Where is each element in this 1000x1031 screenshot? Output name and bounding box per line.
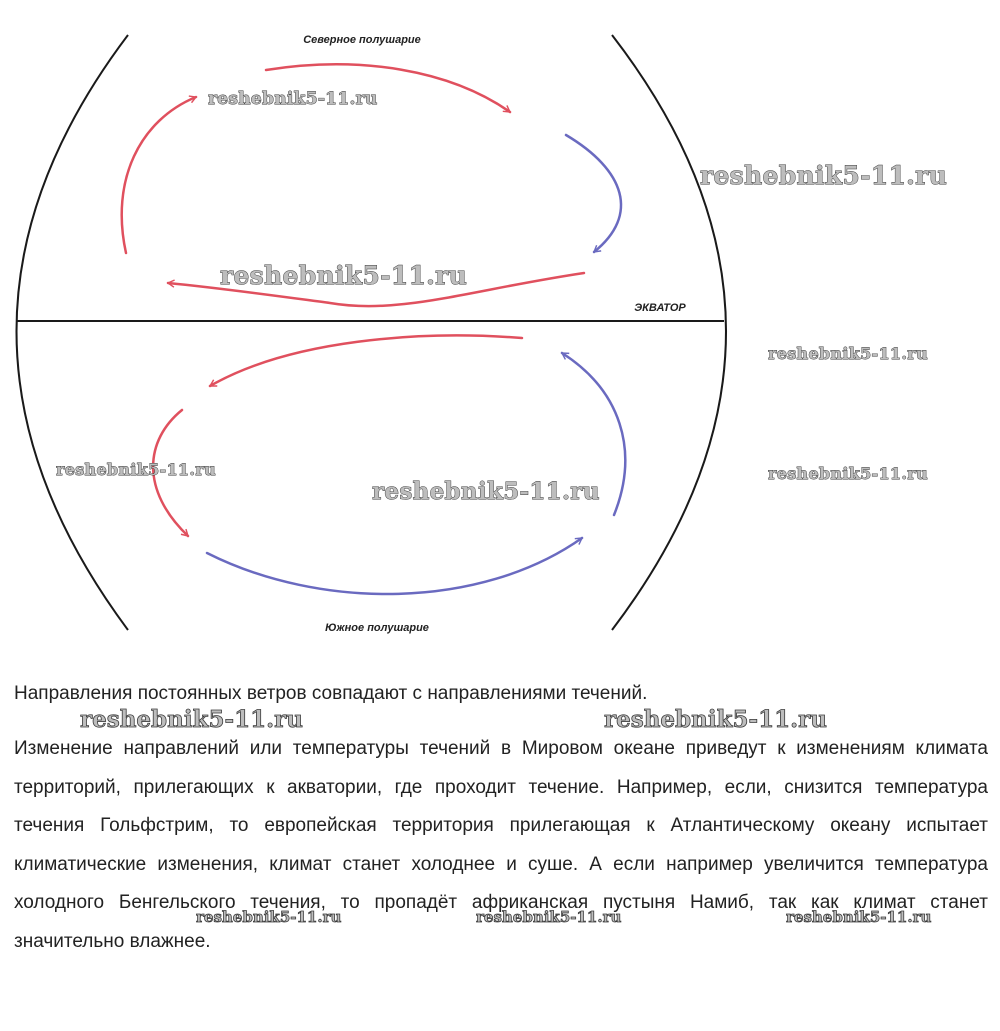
south-hemisphere-label: Южное полушарие	[325, 622, 429, 634]
watermark: reshebnik5-11.ru	[768, 464, 928, 483]
watermark: reshebnik5-11.ru	[700, 161, 948, 190]
south-bottom-cold-current-arrow	[207, 538, 582, 594]
watermark: reshebnik5-11.ru	[208, 89, 378, 109]
paragraph-winds: Направления постоянных ветров совпадают с направлениями течений.	[14, 683, 648, 704]
watermark: reshebnik5-11.ru	[372, 478, 600, 505]
watermark: reshebnik5-11.ru	[80, 706, 303, 733]
watermark: reshebnik5-11.ru	[220, 261, 468, 290]
globe-left-edge	[17, 35, 129, 630]
north-west-warm-current-arrow	[122, 97, 196, 253]
north-east-cold-current-arrow	[566, 135, 621, 252]
watermark: reshebnik5-11.ru	[476, 908, 622, 926]
paragraph-climate: Изменение направлений или температуры течений в Мировом океане приведут к изменениям климата территорий, прилегающих к акватории, где проходит течение. Например, если, снизится температура течения Гольфстрим, то европейская территория прилегающая к Атлантическому океану испытает климатические изменения, климат станет холоднее и суше. А если например увеличится температура холодного Бенгельского течения, то пропадёт африканская пустыня Намиб, так как климат станет значительно влажнее.	[14, 738, 988, 952]
watermark: reshebnik5-11.ru	[196, 908, 342, 926]
watermark: reshebnik5-11.ru	[56, 460, 216, 479]
watermark: reshebnik5-11.ru	[786, 908, 932, 926]
equator-label: ЭКВАТОР	[634, 302, 686, 314]
watermark: reshebnik5-11.ru	[604, 706, 827, 733]
globe-right-edge	[612, 35, 726, 630]
watermark: reshebnik5-11.ru	[768, 344, 928, 363]
south-equatorial-warm-current-arrow	[210, 336, 522, 386]
north-hemisphere-label: Северное полушарие	[303, 34, 421, 46]
